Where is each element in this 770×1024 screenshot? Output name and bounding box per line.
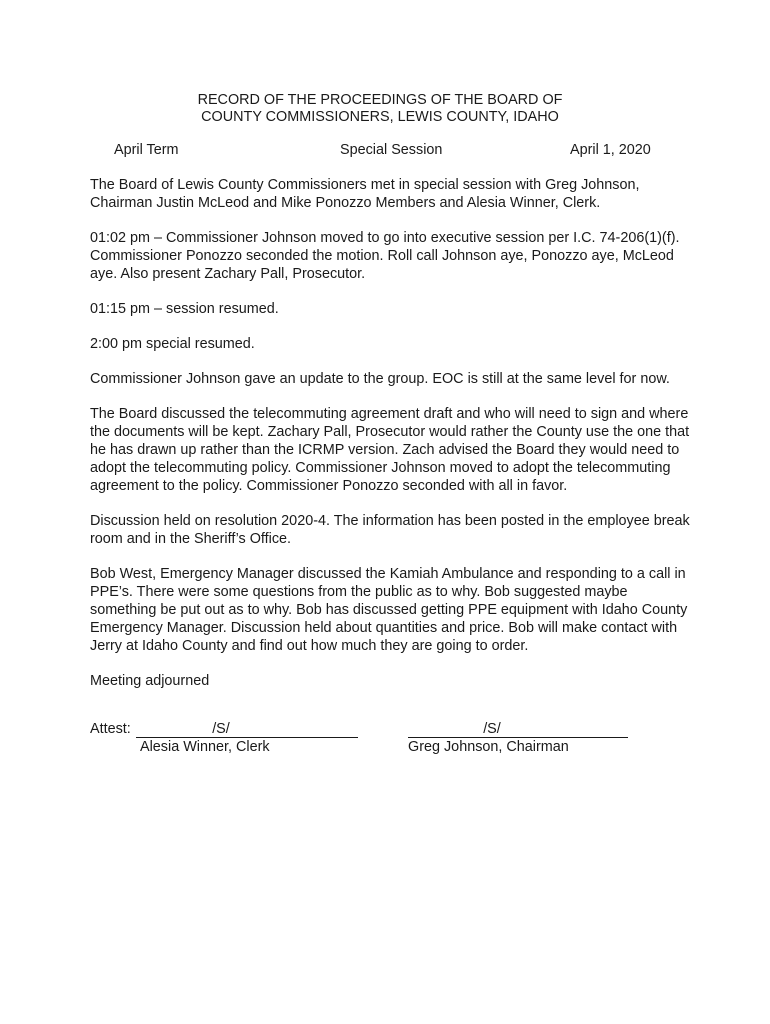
paragraph-eoc-update: Commissioner Johnson gave an update to the group. EOC is still at the same level for now. [90, 371, 670, 387]
term-label: April Term [114, 142, 179, 158]
meeting-date: April 1, 2020 [570, 142, 651, 158]
paragraph-special-resumed: 2:00 pm special resumed. [90, 336, 255, 352]
paragraph-session-resumed: 01:15 pm – session resumed. [90, 301, 279, 317]
paragraph-executive-session: 01:02 pm – Commissioner Johnson moved to go into executive session per I.C. 74-206(1)(f). Commissioner Ponozzo seconded the motion. Roll call Johnson aye, Ponozzo aye, McLeod aye. Also present Zachary Pall, Prosecutor. [90, 230, 680, 282]
title-line-2: COUNTY COMMISSIONERS, LEWIS COUNTY, IDAHO [201, 109, 559, 125]
signature-line-chairman [408, 721, 628, 738]
paragraph-emergency-manager: Bob West, Emergency Manager discussed the Kamiah Ambulance and responding to a call in PPE’s. There were some questions from the public as to why. Bob suggested maybe something be put out as to why. Bob has discussed getting PPE equipment with Idaho County Emergency Manager. Discussion held about quantities and price. Bob will make contact with Jerry at Idaho County and find out how much they are going to order. [90, 566, 688, 654]
paragraph-resolution: Discussion held on resolution 2020-4. The information has been posted in the employee break room and in the Sheriff’s Office. [90, 513, 690, 547]
document-page [90, 92, 690, 760]
session-label: Special Session [340, 142, 443, 158]
signature-name-chairman: Greg Johnson, Chairman [408, 739, 569, 755]
signature-mark-chairman: /S/ [483, 721, 501, 737]
signature-row [90, 720, 690, 760]
paragraph-telecommuting: The Board discussed the telecommuting agreement draft and who will need to sign and where the documents will be kept. Zachary Pall, Prosecutor would rather the County use the one that he has drawn up rather than the ICRMP version. Zach advised the Board they would need to adopt the telecommuting policy. Commissioner Johnson moved to adopt the telecommuting agreement to the policy. Commissioner Ponozzo seconded with all in favor. [90, 406, 690, 494]
signature-mark-clerk: /S/ [212, 721, 230, 737]
signature-clerk [90, 720, 358, 756]
document-title [80, 92, 680, 126]
title-line-1: RECORD OF THE PROCEEDINGS OF THE BOARD OF [197, 92, 563, 108]
signature-name-clerk: Alesia Winner, Clerk [140, 739, 270, 755]
paragraph-attendance: The Board of Lewis County Commissioners met in special session with Greg Johnson, Chairman Justin McLeod and Mike Ponozzo Members and Alesia Winner, Clerk. [90, 177, 640, 211]
signature-chairman [408, 720, 628, 756]
attest-label: Attest: [90, 721, 131, 737]
signature-line-clerk [136, 721, 358, 738]
term-row [90, 142, 690, 160]
paragraph-adjourned: Meeting adjourned [90, 673, 210, 689]
